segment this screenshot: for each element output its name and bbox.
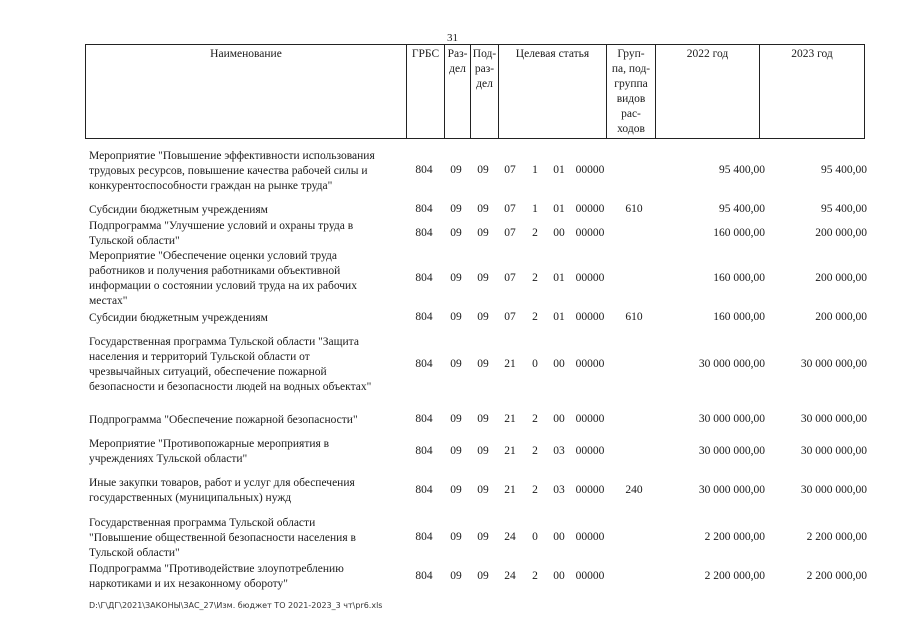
header-2022: 2022 год xyxy=(656,45,760,139)
header-razdel-line: Раз- xyxy=(447,48,468,60)
cell-v2023: 200 000,00 xyxy=(815,311,867,323)
cell-pr: 09 xyxy=(477,570,489,582)
cell-rz: 09 xyxy=(450,570,462,582)
row-name-line: местах" xyxy=(89,295,128,307)
cell-v2022: 95 400,00 xyxy=(719,203,765,215)
cell-pr: 09 xyxy=(477,203,489,215)
header-expense-group-line: ходов xyxy=(617,123,645,135)
cell-pr: 09 xyxy=(477,164,489,176)
cell-t2: 2 xyxy=(532,484,538,496)
cell-pr: 09 xyxy=(477,227,489,239)
cell-v2023: 2 200 000,00 xyxy=(806,570,867,582)
cell-t2: 2 xyxy=(532,272,538,284)
row-name-line: государственных (муниципальных) нужд xyxy=(89,492,292,504)
cell-pr: 09 xyxy=(477,445,489,457)
cell-pr: 09 xyxy=(477,413,489,425)
cell-t1: 24 xyxy=(504,531,516,543)
row-name-line: Тульской области" xyxy=(89,547,180,559)
row-name-line: работников и получения работниками объективной xyxy=(89,265,341,277)
row-name-line: Субсидии бюджетным учреждениям xyxy=(89,312,268,324)
cell-pr: 09 xyxy=(477,484,489,496)
cell-v2023: 30 000 000,00 xyxy=(800,413,867,425)
cell-rz: 09 xyxy=(450,311,462,323)
cell-t2: 2 xyxy=(532,570,538,582)
cell-t3: 01 xyxy=(553,311,565,323)
cell-grbs: 804 xyxy=(415,272,433,284)
cell-rz: 09 xyxy=(450,358,462,370)
row-name-line: Подпрограмма "Противодействие злоупотреблению xyxy=(89,563,344,575)
row-name-line: Иные закупки товаров, работ и услуг для обеспечения xyxy=(89,477,355,489)
cell-t1: 07 xyxy=(504,311,516,323)
cell-t3: 00 xyxy=(553,227,565,239)
cell-t4: 00000 xyxy=(575,358,605,370)
header-razdel xyxy=(445,45,471,139)
row-name xyxy=(89,413,401,428)
cell-t4: 00000 xyxy=(575,570,605,582)
header-podrazdel-line: дел xyxy=(476,78,493,90)
cell-grbs: 804 xyxy=(415,531,433,543)
cell-grbs: 804 xyxy=(415,570,433,582)
row-name-line: безопасности и безопасности людей на водных объектах" xyxy=(89,381,372,393)
cell-grbs: 804 xyxy=(415,484,433,496)
cell-t4: 00000 xyxy=(575,484,605,496)
row-name-line: Тульской области" xyxy=(89,235,180,247)
header-podrazdel-line: Под- xyxy=(472,48,497,60)
cell-t3: 01 xyxy=(553,272,565,284)
row-name-line: "Повышение общественной безопасности населения в xyxy=(89,532,356,544)
cell-t2: 0 xyxy=(532,358,538,370)
row-name-line: Мероприятие "Обеспечение оценки условий труда xyxy=(89,250,338,262)
cell-rz: 09 xyxy=(450,164,462,176)
header-expense-group-line: группа xyxy=(614,78,648,90)
cell-t3: 00 xyxy=(553,570,565,582)
cell-t2: 0 xyxy=(532,531,538,543)
cell-v2023: 200 000,00 xyxy=(815,227,867,239)
cell-v2022: 160 000,00 xyxy=(713,311,765,323)
cell-t4: 00000 xyxy=(575,531,605,543)
cell-grbs: 804 xyxy=(415,358,433,370)
header-razdel-line: дел xyxy=(449,63,466,75)
header-target-article: Целевая статья xyxy=(499,45,607,139)
cell-t1: 21 xyxy=(504,358,516,370)
cell-v2023: 30 000 000,00 xyxy=(800,358,867,370)
cell-t1: 07 xyxy=(504,203,516,215)
row-name-line: Подпрограмма "Улучшение условий и охраны труда в xyxy=(89,220,354,232)
cell-t2: 2 xyxy=(532,227,538,239)
row-name-line: конкурентоспособности граждан на рынке труда" xyxy=(89,180,333,192)
cell-vr: 610 xyxy=(625,203,643,215)
cell-t4: 00000 xyxy=(575,272,605,284)
cell-t1: 24 xyxy=(504,570,516,582)
cell-v2022: 95 400,00 xyxy=(719,164,765,176)
cell-grbs: 804 xyxy=(415,164,433,176)
row-name-line: учреждениях Тульской области" xyxy=(89,453,248,465)
cell-t3: 01 xyxy=(553,164,565,176)
cell-v2023: 95 400,00 xyxy=(821,164,867,176)
cell-grbs: 804 xyxy=(415,413,433,425)
row-name xyxy=(89,476,401,506)
cell-t4: 00000 xyxy=(575,445,605,457)
cell-t1: 07 xyxy=(504,227,516,239)
page-number: 31 xyxy=(447,32,458,44)
cell-rz: 09 xyxy=(450,484,462,496)
cell-pr: 09 xyxy=(477,531,489,543)
cell-v2023: 95 400,00 xyxy=(821,203,867,215)
cell-t2: 2 xyxy=(532,413,538,425)
cell-t1: 21 xyxy=(504,484,516,496)
cell-v2022: 30 000 000,00 xyxy=(698,358,765,370)
cell-v2022: 2 200 000,00 xyxy=(704,531,765,543)
row-name-line: Мероприятие "Противопожарные мероприятия в xyxy=(89,438,330,450)
cell-v2022: 30 000 000,00 xyxy=(698,445,765,457)
row-name-line: трудовых ресурсов, повышение качества рабочей силы и xyxy=(89,165,368,177)
row-name-line: Государственная программа Тульской области xyxy=(89,517,316,529)
header-expense-group xyxy=(607,45,656,139)
row-name xyxy=(89,249,401,309)
row-name xyxy=(89,311,401,326)
cell-t2: 2 xyxy=(532,311,538,323)
header-expense-group-line: па, под- xyxy=(611,63,651,75)
cell-v2022: 2 200 000,00 xyxy=(704,570,765,582)
cell-rz: 09 xyxy=(450,531,462,543)
cell-vr: 610 xyxy=(625,311,643,323)
header-expense-group-line: Груп- xyxy=(617,48,645,60)
row-name-line: Государственная программа Тульской области "Защита xyxy=(89,336,359,348)
cell-t3: 03 xyxy=(553,484,565,496)
cell-rz: 09 xyxy=(450,445,462,457)
cell-v2022: 30 000 000,00 xyxy=(698,413,765,425)
row-name-line: Субсидии бюджетным учреждениям xyxy=(89,204,268,216)
cell-t1: 07 xyxy=(504,164,516,176)
row-name xyxy=(89,149,401,194)
header-name: Наименование xyxy=(86,45,407,139)
header-podrazdel-line: раз- xyxy=(474,63,495,75)
cell-grbs: 804 xyxy=(415,445,433,457)
header-podrazdel xyxy=(471,45,499,139)
cell-grbs: 804 xyxy=(415,203,433,215)
cell-t3: 00 xyxy=(553,413,565,425)
cell-t1: 07 xyxy=(504,272,516,284)
header-2023: 2023 год xyxy=(760,45,865,139)
row-name xyxy=(89,516,401,561)
cell-rz: 09 xyxy=(450,413,462,425)
cell-t4: 00000 xyxy=(575,203,605,215)
cell-v2023: 30 000 000,00 xyxy=(800,445,867,457)
header-expense-group-line: видов xyxy=(616,93,646,105)
cell-pr: 09 xyxy=(477,311,489,323)
row-name xyxy=(89,219,401,249)
cell-t4: 00000 xyxy=(575,413,605,425)
cell-pr: 09 xyxy=(477,358,489,370)
row-name-line: информации о состоянии условий труда на их рабочих xyxy=(89,280,357,292)
row-name-line: Мероприятие "Повышение эффективности использования xyxy=(89,150,375,162)
cell-grbs: 804 xyxy=(415,227,433,239)
cell-t4: 00000 xyxy=(575,311,605,323)
cell-t3: 03 xyxy=(553,445,565,457)
cell-v2022: 160 000,00 xyxy=(713,272,765,284)
cell-v2023: 30 000 000,00 xyxy=(800,484,867,496)
file-path-footer: D:\Г\ДГ\2021\ЗАКОНЫ\ЗАС_27\Изм. бюджет ТО 2021-2023_3 чт\pr6.xls xyxy=(89,601,383,610)
row-name-line: Подпрограмма "Обеспечение пожарной безопасности" xyxy=(89,414,358,426)
table-header xyxy=(85,44,865,139)
cell-v2022: 160 000,00 xyxy=(713,227,765,239)
cell-t1: 21 xyxy=(504,413,516,425)
cell-t3: 00 xyxy=(553,531,565,543)
cell-t1: 21 xyxy=(504,445,516,457)
cell-v2022: 30 000 000,00 xyxy=(698,484,765,496)
row-name-line: чрезвычайных ситуаций, обеспечение пожарной xyxy=(89,366,327,378)
row-name-line: наркотиками и их незаконному обороту" xyxy=(89,578,288,590)
cell-grbs: 804 xyxy=(415,311,433,323)
cell-rz: 09 xyxy=(450,272,462,284)
cell-t4: 00000 xyxy=(575,164,605,176)
row-name xyxy=(89,437,401,467)
row-name xyxy=(89,203,401,218)
row-name-line: населения и территорий Тульской области от xyxy=(89,351,310,363)
row-name xyxy=(89,335,401,395)
header-grbs: ГРБС xyxy=(407,45,445,139)
cell-pr: 09 xyxy=(477,272,489,284)
cell-rz: 09 xyxy=(450,203,462,215)
cell-t2: 2 xyxy=(532,445,538,457)
cell-t3: 00 xyxy=(553,358,565,370)
cell-t3: 01 xyxy=(553,203,565,215)
cell-v2023: 200 000,00 xyxy=(815,272,867,284)
row-name xyxy=(89,562,401,592)
cell-rz: 09 xyxy=(450,227,462,239)
header-expense-group-line: рас- xyxy=(621,108,641,120)
cell-t2: 1 xyxy=(532,164,538,176)
cell-vr: 240 xyxy=(625,484,643,496)
cell-t4: 00000 xyxy=(575,227,605,239)
cell-v2023: 2 200 000,00 xyxy=(806,531,867,543)
cell-t2: 1 xyxy=(532,203,538,215)
